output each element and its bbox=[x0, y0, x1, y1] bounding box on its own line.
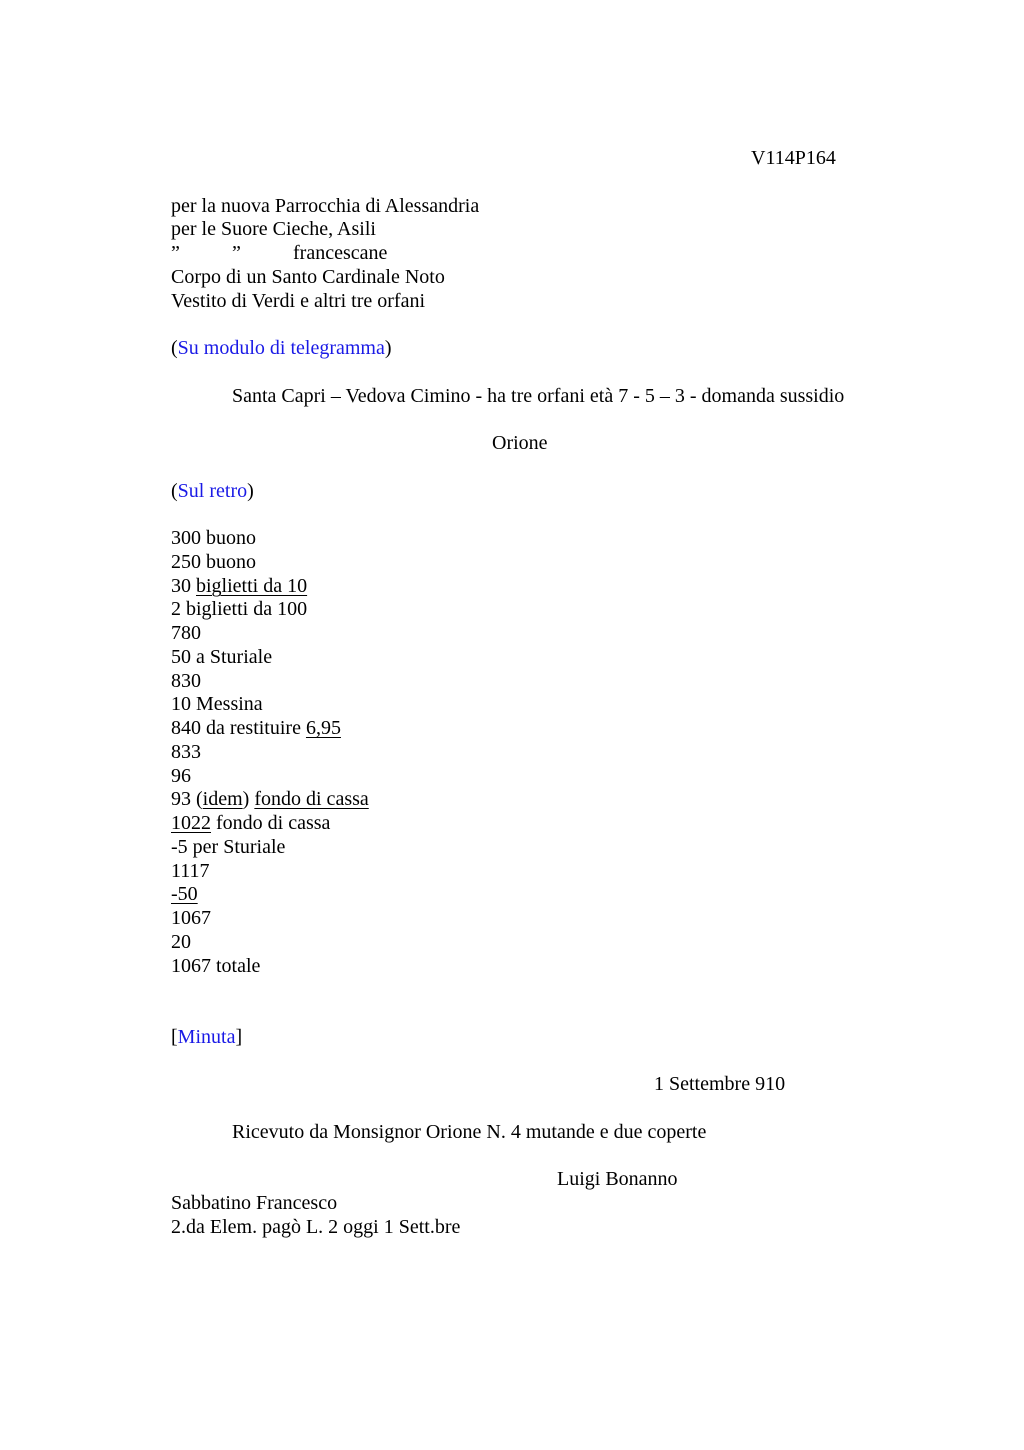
ditto-mark: ” bbox=[232, 242, 241, 264]
paren-close: ) bbox=[384, 337, 392, 359]
account-line bbox=[171, 574, 307, 598]
account-line: 1117 bbox=[171, 860, 210, 882]
paren-open: ( bbox=[171, 480, 178, 502]
minuta-body: Ricevuto da Monsignor Orione N. 4 mutande e due coperte bbox=[232, 1121, 707, 1143]
minuta-date: 1 Settembre 910 bbox=[654, 1073, 786, 1095]
account-amount: 30 bbox=[171, 575, 196, 597]
account-text: 840 da restituire bbox=[171, 717, 306, 739]
intro-line: Corpo di un Santo Cardinale Noto bbox=[171, 266, 445, 288]
bracket-open: [ bbox=[171, 1026, 178, 1048]
account-line bbox=[171, 882, 198, 906]
account-line: 780 bbox=[171, 622, 201, 644]
account-line: 10 Messina bbox=[171, 693, 263, 715]
account-underlined-text: fondo di cassa bbox=[254, 788, 369, 810]
footer-line: Sabbatino Francesco bbox=[171, 1192, 338, 1214]
account-line bbox=[171, 811, 330, 835]
intro-line: per le Suore Cieche, Asili bbox=[171, 218, 376, 240]
account-line: 250 buono bbox=[171, 551, 256, 573]
intro-ditto-line bbox=[171, 241, 388, 265]
account-underlined-text: idem bbox=[202, 788, 243, 810]
paren-open: ( bbox=[171, 337, 178, 359]
account-total-line: 1067 totale bbox=[171, 955, 261, 977]
account-line bbox=[171, 787, 369, 811]
account-underlined-text: -50 bbox=[171, 883, 198, 905]
minuta-note bbox=[171, 1025, 242, 1049]
footer-line: 2.da Elem. pagò L. 2 oggi 1 Sett.bre bbox=[171, 1216, 461, 1238]
account-line: 50 a Sturiale bbox=[171, 646, 273, 668]
telegram-note bbox=[171, 336, 392, 360]
account-line: -5 per Sturiale bbox=[171, 836, 286, 858]
account-line: 1067 bbox=[171, 907, 211, 929]
ditto-mark: ” bbox=[171, 242, 180, 264]
intro-line: Vestito di Verdi e altri tre orfani bbox=[171, 290, 426, 312]
ditto-text: francescane bbox=[293, 242, 388, 264]
account-text: fondo di cassa bbox=[211, 812, 331, 834]
account-line: 833 bbox=[171, 741, 201, 763]
paren-close: ) bbox=[247, 480, 254, 502]
account-text: ) bbox=[242, 788, 255, 810]
document-code: V114P164 bbox=[751, 147, 836, 169]
minuta-signature: Luigi Bonanno bbox=[557, 1168, 678, 1190]
account-line: 2 biglietti da 100 bbox=[171, 598, 308, 620]
account-underlined-text: 1022 bbox=[171, 812, 211, 834]
account-line bbox=[171, 716, 341, 740]
retro-note-text: Sul retro bbox=[177, 480, 248, 502]
telegram-note-text: Su modulo di telegramma bbox=[177, 337, 385, 359]
minuta-note-text: Minuta bbox=[177, 1026, 236, 1048]
account-text: 93 ( bbox=[171, 788, 203, 810]
bracket-close: ] bbox=[235, 1026, 243, 1048]
account-line: 20 bbox=[171, 931, 191, 953]
telegram-signature: Orione bbox=[492, 432, 548, 454]
telegram-message: Santa Capri – Vedova Cimino - ha tre orfani età 7 - 5 – 3 - domanda sussidio bbox=[232, 385, 845, 407]
intro-line: per la nuova Parrocchia di Alessandria bbox=[171, 195, 480, 217]
retro-note bbox=[171, 479, 254, 503]
account-underlined-text: biglietti da 10 bbox=[196, 575, 308, 597]
account-line: 96 bbox=[171, 765, 191, 787]
account-line: 830 bbox=[171, 670, 201, 692]
account-line: 300 buono bbox=[171, 527, 256, 549]
account-underlined-text: 6,95 bbox=[305, 717, 341, 739]
